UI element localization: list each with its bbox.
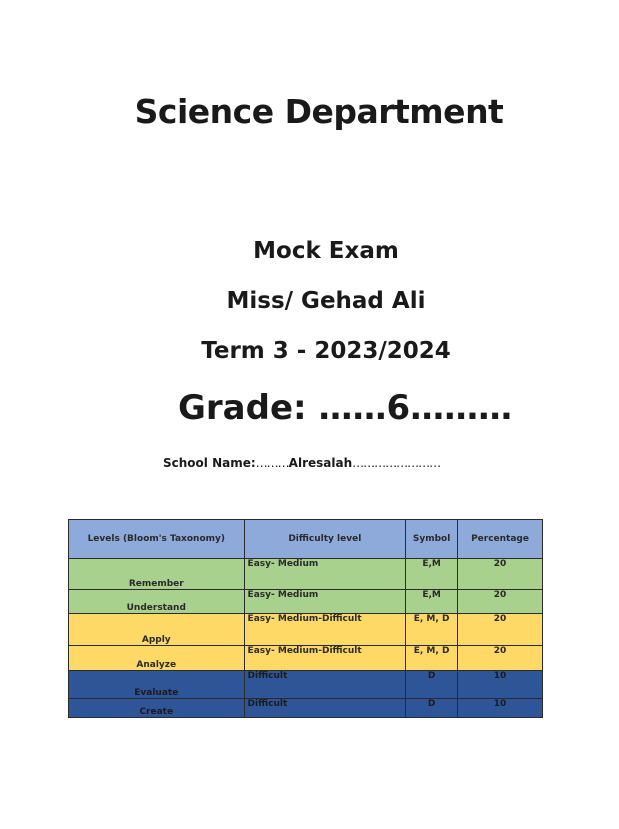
table-row bbox=[69, 614, 543, 646]
table-header-row bbox=[69, 520, 543, 559]
difficulty-cell: Easy- Medium-Difficult bbox=[244, 646, 406, 671]
table-row bbox=[69, 671, 543, 699]
difficulty-cell: Easy- Medium bbox=[244, 559, 406, 590]
header-difficulty: Difficulty level bbox=[244, 520, 406, 559]
table-row bbox=[69, 646, 543, 671]
difficulty-cell: Easy- Medium bbox=[244, 590, 406, 614]
term-label: Term 3 - 2023/2024 bbox=[201, 338, 451, 364]
level-cell: Create bbox=[69, 699, 245, 718]
percentage-cell: 20 bbox=[458, 646, 543, 671]
school-name-value: Alresalah bbox=[288, 456, 353, 470]
school-name-fill-after: …………………… bbox=[352, 456, 441, 470]
percentage-cell: 20 bbox=[458, 614, 543, 646]
header-percentage: Percentage bbox=[458, 520, 543, 559]
level-cell: Apply bbox=[69, 614, 245, 646]
level-cell: Understand bbox=[69, 590, 245, 614]
symbol-cell: E, M, D bbox=[406, 646, 458, 671]
school-name-line bbox=[163, 456, 440, 470]
symbol-cell: D bbox=[406, 699, 458, 718]
difficulty-cell: Difficult bbox=[244, 699, 406, 718]
bloom-taxonomy-table bbox=[68, 519, 543, 718]
difficulty-cell: Difficult bbox=[244, 671, 406, 699]
level-cell: Evaluate bbox=[69, 671, 245, 699]
department-title: Science Department bbox=[134, 92, 504, 131]
level-cell: Analyze bbox=[69, 646, 245, 671]
table-row bbox=[69, 590, 543, 614]
teacher-name: Miss/ Gehad Ali bbox=[226, 288, 426, 314]
table-row bbox=[69, 559, 543, 590]
percentage-cell: 20 bbox=[458, 590, 543, 614]
difficulty-cell: Easy- Medium-Difficult bbox=[244, 614, 406, 646]
school-name-label: School Name: bbox=[163, 456, 256, 470]
symbol-cell: E,M bbox=[406, 590, 458, 614]
header-levels: Levels (Bloom's Taxonomy) bbox=[69, 520, 245, 559]
percentage-cell: 10 bbox=[458, 671, 543, 699]
percentage-cell: 20 bbox=[458, 559, 543, 590]
level-cell: Remember bbox=[69, 559, 245, 590]
grade-label: Grade: ……6……… bbox=[178, 388, 513, 428]
table-row bbox=[69, 699, 543, 718]
percentage-cell: 10 bbox=[458, 699, 543, 718]
header-symbol: Symbol bbox=[406, 520, 458, 559]
symbol-cell: E, M, D bbox=[406, 614, 458, 646]
symbol-cell: D bbox=[406, 671, 458, 699]
school-name-fill-before: ……… bbox=[255, 456, 289, 470]
symbol-cell: E,M bbox=[406, 559, 458, 590]
exam-title: Mock Exam bbox=[253, 238, 399, 264]
